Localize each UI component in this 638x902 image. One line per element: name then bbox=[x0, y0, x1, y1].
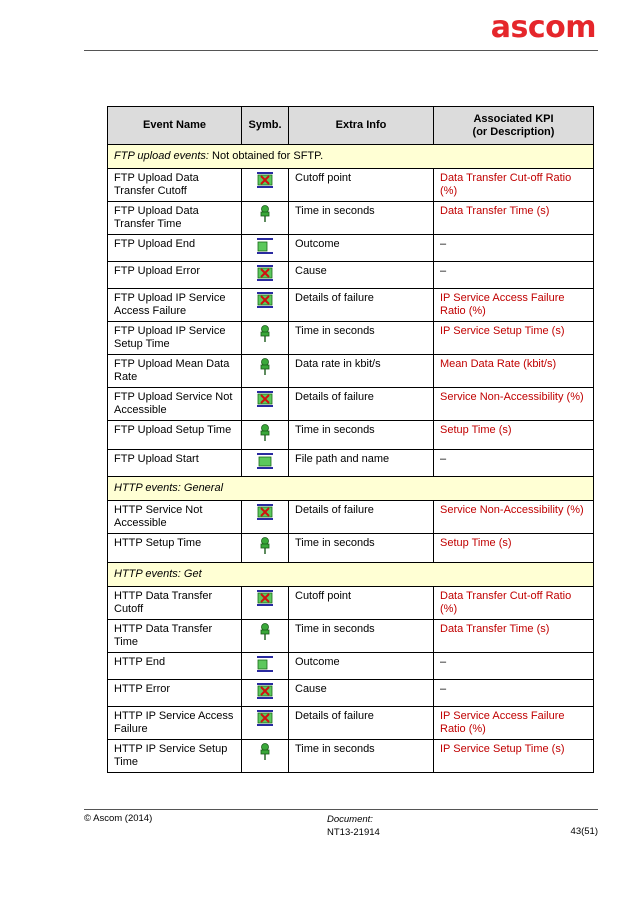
section-title-rest: Not obtained for SFTP. bbox=[208, 150, 324, 162]
associated-kpi: Setup Time (s) bbox=[434, 421, 594, 450]
event-name: FTP Upload End bbox=[108, 235, 242, 262]
pin-icon bbox=[257, 205, 273, 227]
end-icon bbox=[257, 238, 273, 258]
associated-kpi: Data Transfer Time (s) bbox=[434, 202, 594, 235]
event-name: HTTP Data Transfer Cutoff bbox=[108, 587, 242, 620]
pin-icon bbox=[257, 325, 273, 347]
table-row bbox=[108, 202, 594, 235]
section-title bbox=[108, 563, 594, 587]
associated-kpi: IP Service Setup Time (s) bbox=[434, 740, 594, 773]
event-name: HTTP Data Transfer Time bbox=[108, 620, 242, 653]
extra-info: Data rate in kbit/s bbox=[289, 355, 434, 388]
event-symbol bbox=[242, 501, 289, 534]
associated-kpi: Mean Data Rate (kbit/s) bbox=[434, 355, 594, 388]
document-number: NT13-21914 bbox=[327, 827, 380, 838]
event-name: FTP Upload IP Service Setup Time bbox=[108, 322, 242, 355]
extra-info: Outcome bbox=[289, 235, 434, 262]
header-rule bbox=[84, 50, 598, 51]
event-symbol bbox=[242, 289, 289, 322]
extra-info: Cutoff point bbox=[289, 169, 434, 202]
extra-info: Details of failure bbox=[289, 388, 434, 421]
document-label: Document: bbox=[327, 814, 373, 825]
table-row bbox=[108, 680, 594, 707]
associated-kpi: Service Non-Accessibility (%) bbox=[434, 388, 594, 421]
event-name: HTTP IP Service Setup Time bbox=[108, 740, 242, 773]
table-row bbox=[108, 322, 594, 355]
event-name: FTP Upload Mean Data Rate bbox=[108, 355, 242, 388]
associated-kpi: – bbox=[434, 680, 594, 707]
associated-kpi: Data Transfer Cut-off Ratio (%) bbox=[434, 587, 594, 620]
cutoff-icon bbox=[257, 710, 273, 730]
event-symbol bbox=[242, 322, 289, 355]
document-info bbox=[327, 813, 380, 839]
section-row bbox=[108, 477, 594, 501]
event-name: FTP Upload Start bbox=[108, 450, 242, 477]
cutoff-icon bbox=[257, 504, 273, 524]
extra-info: Outcome bbox=[289, 653, 434, 680]
col-associated-kpi: Associated KPI (or Description) bbox=[434, 107, 594, 145]
associated-kpi: – bbox=[434, 262, 594, 289]
event-symbol bbox=[242, 169, 289, 202]
associated-kpi: Setup Time (s) bbox=[434, 534, 594, 563]
table-body bbox=[108, 145, 594, 773]
pin-icon bbox=[257, 358, 273, 380]
cutoff-icon bbox=[257, 391, 273, 411]
associated-kpi: – bbox=[434, 450, 594, 477]
copyright: © Ascom (2014) bbox=[84, 813, 153, 824]
event-symbol bbox=[242, 450, 289, 477]
end-icon bbox=[257, 656, 273, 676]
extra-info: Time in seconds bbox=[289, 620, 434, 653]
event-symbol bbox=[242, 587, 289, 620]
associated-kpi: Data Transfer Cut-off Ratio (%) bbox=[434, 169, 594, 202]
pin-icon bbox=[257, 743, 273, 765]
cutoff-icon bbox=[257, 683, 273, 703]
col-symbol: Symb. bbox=[242, 107, 289, 145]
section-row bbox=[108, 145, 594, 169]
extra-info: Time in seconds bbox=[289, 322, 434, 355]
extra-info: File path and name bbox=[289, 450, 434, 477]
event-name: HTTP Service Not Accessible bbox=[108, 501, 242, 534]
event-name: FTP Upload Data Transfer Time bbox=[108, 202, 242, 235]
event-symbol bbox=[242, 653, 289, 680]
cutoff-icon bbox=[257, 172, 273, 192]
pin-icon bbox=[257, 537, 273, 559]
extra-info: Time in seconds bbox=[289, 740, 434, 773]
event-name: FTP Upload Service Not Accessible bbox=[108, 388, 242, 421]
col-extra-info: Extra Info bbox=[289, 107, 434, 145]
table-row bbox=[108, 740, 594, 773]
event-symbol bbox=[242, 202, 289, 235]
event-name: HTTP End bbox=[108, 653, 242, 680]
table-row bbox=[108, 235, 594, 262]
pin-icon bbox=[257, 424, 273, 446]
associated-kpi: IP Service Access Failure Ratio (%) bbox=[434, 289, 594, 322]
cutoff-icon bbox=[257, 265, 273, 285]
table-row bbox=[108, 421, 594, 450]
table-row bbox=[108, 450, 594, 477]
extra-info: Cause bbox=[289, 262, 434, 289]
table-row bbox=[108, 388, 594, 421]
extra-info: Time in seconds bbox=[289, 421, 434, 450]
table-row bbox=[108, 534, 594, 563]
event-symbol bbox=[242, 707, 289, 740]
table-header-row bbox=[108, 107, 594, 145]
table-row bbox=[108, 707, 594, 740]
cutoff-icon bbox=[257, 590, 273, 610]
events-table bbox=[107, 106, 594, 773]
section-title bbox=[108, 145, 594, 169]
table-row bbox=[108, 169, 594, 202]
table-row bbox=[108, 289, 594, 322]
event-symbol bbox=[242, 740, 289, 773]
extra-info: Cause bbox=[289, 680, 434, 707]
extra-info: Details of failure bbox=[289, 501, 434, 534]
start-icon bbox=[257, 453, 273, 473]
extra-info: Details of failure bbox=[289, 289, 434, 322]
section-title-italic: FTP upload events: bbox=[114, 150, 209, 162]
pin-icon bbox=[257, 623, 273, 645]
event-symbol bbox=[242, 534, 289, 563]
associated-kpi: IP Service Access Failure Ratio (%) bbox=[434, 707, 594, 740]
section-title bbox=[108, 477, 594, 501]
event-name: HTTP Setup Time bbox=[108, 534, 242, 563]
section-title-italic: HTTP events: General bbox=[114, 482, 224, 494]
table-row bbox=[108, 501, 594, 534]
associated-kpi: – bbox=[434, 653, 594, 680]
event-name: HTTP Error bbox=[108, 680, 242, 707]
col-event-name: Event Name bbox=[108, 107, 242, 145]
table-row bbox=[108, 587, 594, 620]
event-symbol bbox=[242, 355, 289, 388]
extra-info: Details of failure bbox=[289, 707, 434, 740]
associated-kpi: Data Transfer Time (s) bbox=[434, 620, 594, 653]
extra-info: Time in seconds bbox=[289, 534, 434, 563]
section-title-italic: HTTP events: Get bbox=[114, 568, 202, 580]
footer-rule bbox=[84, 809, 598, 810]
event-symbol bbox=[242, 680, 289, 707]
extra-info: Time in seconds bbox=[289, 202, 434, 235]
associated-kpi: Service Non-Accessibility (%) bbox=[434, 501, 594, 534]
event-symbol bbox=[242, 620, 289, 653]
associated-kpi: – bbox=[434, 235, 594, 262]
page-number: 43(51) bbox=[570, 826, 598, 837]
event-name: FTP Upload Data Transfer Cutoff bbox=[108, 169, 242, 202]
extra-info: Cutoff point bbox=[289, 587, 434, 620]
table-row bbox=[108, 262, 594, 289]
table-row bbox=[108, 620, 594, 653]
event-name: FTP Upload Setup Time bbox=[108, 421, 242, 450]
event-name: HTTP IP Service Access Failure bbox=[108, 707, 242, 740]
event-name: FTP Upload IP Service Access Failure bbox=[108, 289, 242, 322]
event-name: FTP Upload Error bbox=[108, 262, 242, 289]
table-row bbox=[108, 653, 594, 680]
event-symbol bbox=[242, 421, 289, 450]
event-symbol bbox=[242, 388, 289, 421]
event-symbol bbox=[242, 235, 289, 262]
ascom-logo: ascom bbox=[490, 10, 596, 45]
event-symbol bbox=[242, 262, 289, 289]
section-row bbox=[108, 563, 594, 587]
cutoff-icon bbox=[257, 292, 273, 312]
table-row bbox=[108, 355, 594, 388]
associated-kpi: IP Service Setup Time (s) bbox=[434, 322, 594, 355]
